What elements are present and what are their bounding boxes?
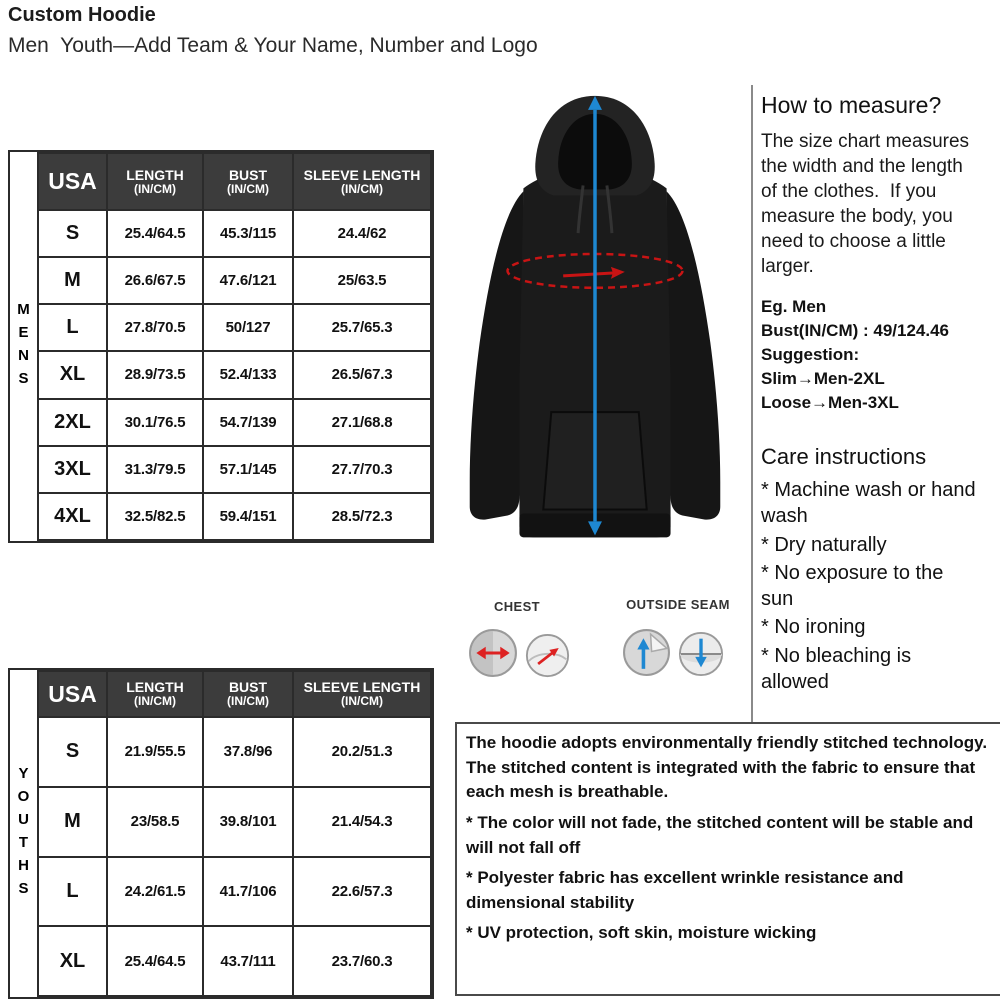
youths-table [37, 670, 432, 997]
youths-side-label: YOUTHS [10, 670, 37, 997]
chest-curve-measure-icon [525, 633, 570, 678]
how-to-measure-section [761, 92, 995, 698]
bust-cell: 39.8/101 [203, 787, 293, 857]
chest-width-measure-icon [468, 628, 518, 678]
bust-cell: 54.7/139 [203, 399, 293, 446]
length-cell: 32.5/82.5 [107, 493, 203, 540]
length-cell: 28.9/73.5 [107, 351, 203, 398]
size-cell: S [38, 717, 107, 787]
care-item: * Machine wash or hand wash [761, 479, 976, 528]
seam-flat-measure-icon [678, 631, 724, 677]
features-intro: The hoodie adopts environmentally friendly stitched technology. The stitched content is integrated with the fabric to ensure that each mesh is breathable. [466, 733, 988, 802]
sleeve-cell: 26.5/67.3 [293, 351, 431, 398]
length-cell: 21.9/55.5 [107, 717, 203, 787]
length-cell: 30.1/76.5 [107, 399, 203, 446]
example-line: Eg. Men [761, 297, 827, 317]
table-row [38, 399, 431, 446]
example-line: Slim→Men-2XL [761, 368, 885, 388]
feature-bullet: * The color will not fade, the stitched content will be stable and will not fall off [466, 812, 974, 857]
how-to-measure-body: The size chart measures the width and the length of the clothes. If you measure the body, you need to choose a little larger. [761, 131, 975, 278]
sleeve-cell: 27.7/70.3 [293, 446, 431, 493]
length-cell: 27.8/70.5 [107, 304, 203, 351]
page-title: Custom Hoodie [8, 4, 156, 26]
sleeve-cell: 28.5/72.3 [293, 493, 431, 540]
size-cell: L [38, 304, 107, 351]
length-cell: 25.4/64.5 [107, 926, 203, 996]
hoodie-illustration [445, 84, 745, 596]
length-header: LENGTH (IN/CM) [107, 153, 203, 210]
sleeve-cell: 21.4/54.3 [293, 787, 431, 857]
mens-table [37, 152, 432, 541]
bust-cell: 57.1/145 [203, 446, 293, 493]
feature-bullet: * UV protection, soft skin, moisture wicking [466, 923, 817, 943]
page-subtitle: Men Youth—Add Team & Your Name, Number and Logo [8, 34, 538, 57]
table-row [38, 304, 431, 351]
care-instructions-list [761, 478, 995, 695]
care-item: * No bleaching is allowed [761, 645, 912, 693]
bust-cell: 41.7/106 [203, 857, 293, 927]
feature-bullet: * Polyester fabric has excellent wrinkle resistance and dimensional stability [466, 868, 904, 912]
bust-header: BUST (IN/CM) [203, 153, 293, 210]
seam-length-measure-icon [622, 628, 671, 677]
example-line: Suggestion: [761, 345, 860, 365]
bust-cell: 59.4/151 [203, 493, 293, 540]
bust-cell: 50/127 [203, 304, 293, 351]
length-cell: 23/58.5 [107, 787, 203, 857]
example-line: Loose→Men-3XL [761, 392, 899, 412]
length-cell: 31.3/79.5 [107, 446, 203, 493]
chest-label: CHEST [493, 599, 541, 614]
table-header-row [38, 153, 431, 210]
sleeve-header: SLEEVE LENGTH (IN/CM) [293, 671, 431, 717]
size-cell: XL [38, 926, 107, 996]
mens-side-label: MENS [10, 152, 37, 541]
length-header: LENGTH (IN/CM) [107, 671, 203, 717]
bust-header: BUST (IN/CM) [203, 671, 293, 717]
bust-cell: 43.7/111 [203, 926, 293, 996]
length-cell: 25.4/64.5 [107, 210, 203, 257]
fabric-features-box [455, 722, 1000, 996]
bust-cell: 47.6/121 [203, 257, 293, 304]
size-cell: M [38, 787, 107, 857]
length-cell: 24.2/61.5 [107, 857, 203, 927]
example-line: Bust(IN/CM) : 49/124.46 [761, 321, 949, 341]
youths-size-table [8, 668, 434, 999]
table-row [38, 857, 431, 927]
bust-cell: 37.8/96 [203, 717, 293, 787]
table-row [38, 446, 431, 493]
size-cell: L [38, 857, 107, 927]
care-item: * No exposure to the sun [761, 562, 944, 610]
size-cell: M [38, 257, 107, 304]
sleeve-cell: 20.2/51.3 [293, 717, 431, 787]
sleeve-header: SLEEVE LENGTH (IN/CM) [293, 153, 431, 210]
bust-cell: 52.4/133 [203, 351, 293, 398]
care-item: * Dry naturally [761, 533, 887, 556]
size-cell: 3XL [38, 446, 107, 493]
table-header-row [38, 671, 431, 717]
length-cell: 26.6/67.5 [107, 257, 203, 304]
table-row [38, 351, 431, 398]
table-row [38, 210, 431, 257]
size-cell: 4XL [38, 493, 107, 540]
bust-cell: 45.3/115 [203, 210, 293, 257]
sleeve-cell: 23.7/60.3 [293, 926, 431, 996]
sleeve-cell: 25/63.5 [293, 257, 431, 304]
size-cell: XL [38, 351, 107, 398]
table-row [38, 787, 431, 857]
table-row [38, 257, 431, 304]
care-instructions-title: Care instructions [761, 444, 927, 470]
care-item: * No ironing [761, 616, 866, 639]
hoodie-image-icon [445, 84, 745, 596]
usa-header: USA [38, 153, 107, 210]
vertical-divider [751, 85, 753, 723]
mens-size-table [8, 150, 434, 543]
sleeve-cell: 24.4/62 [293, 210, 431, 257]
size-cell: 2XL [38, 399, 107, 446]
sleeve-cell: 25.7/65.3 [293, 304, 431, 351]
usa-header: USA [38, 671, 107, 717]
sleeve-cell: 27.1/68.8 [293, 399, 431, 446]
table-row [38, 493, 431, 540]
table-row [38, 926, 431, 996]
how-to-measure-title: How to measure? [761, 92, 942, 118]
sizing-example [761, 295, 995, 414]
sleeve-cell: 22.6/57.3 [293, 857, 431, 927]
size-cell: S [38, 210, 107, 257]
outside-seam-label: OUTSIDE SEAM [626, 597, 730, 612]
table-row [38, 717, 431, 787]
